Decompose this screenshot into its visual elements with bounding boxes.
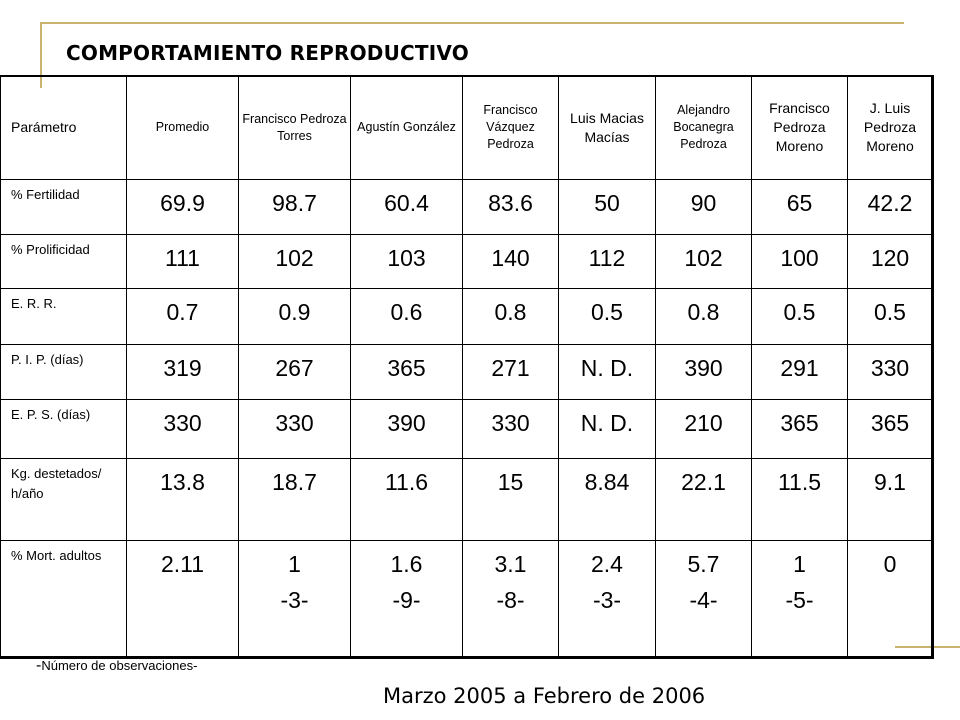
table-row xyxy=(1,180,933,235)
row-label-pip: P. I. P. (días) xyxy=(1,345,127,400)
row-label-prolificidad: % Prolificidad xyxy=(1,235,127,289)
table-cell: 210 xyxy=(656,400,752,459)
table-cell xyxy=(351,541,463,658)
table-cell: 65 xyxy=(752,180,848,235)
table-cell: N. D. xyxy=(559,345,656,400)
table-cell: 22.1 xyxy=(656,459,752,541)
table-cell xyxy=(559,541,656,658)
reproductive-behavior-table xyxy=(0,75,933,658)
table-cell: 140 xyxy=(463,235,559,289)
table-cell: 0.5 xyxy=(848,289,933,345)
cell-value: 2.11 xyxy=(160,551,205,577)
table-cell xyxy=(752,541,848,658)
table-cell: 330 xyxy=(239,400,351,459)
cell-value: 5.7 xyxy=(687,551,720,577)
table-cell: 0.5 xyxy=(752,289,848,345)
table-cell: 365 xyxy=(351,345,463,400)
table-row xyxy=(1,289,933,345)
table-cell: 120 xyxy=(848,235,933,289)
table-cell: 90 xyxy=(656,180,752,235)
table-cell: 0.7 xyxy=(127,289,239,345)
cell-observations: -4- xyxy=(689,586,718,613)
table-top-border xyxy=(0,75,934,77)
table-row xyxy=(1,345,933,400)
table-cell: 390 xyxy=(351,400,463,459)
decorative-top-line xyxy=(40,22,904,24)
table-cell: 330 xyxy=(463,400,559,459)
row-label-eps: E. P. S. (días) xyxy=(1,400,127,459)
footnote-text: Número de observaciones- xyxy=(41,658,198,673)
table-cell: 112 xyxy=(559,235,656,289)
table-cell: 98.7 xyxy=(239,180,351,235)
table-cell: 103 xyxy=(351,235,463,289)
table-cell: 0.5 xyxy=(559,289,656,345)
table-cell: 0.6 xyxy=(351,289,463,345)
cell-value: 1 xyxy=(288,551,301,577)
table-cell: N. D. xyxy=(559,400,656,459)
table-cell: 330 xyxy=(848,345,933,400)
table-cell: 100 xyxy=(752,235,848,289)
table-cell: 69.9 xyxy=(127,180,239,235)
cell-observations: -5- xyxy=(785,586,814,613)
row-label-fertilidad: % Fertilidad xyxy=(1,180,127,235)
table-cell: 271 xyxy=(463,345,559,400)
row-label-mort-adultos: % Mort. adultos xyxy=(1,541,127,658)
cell-value: 0 xyxy=(883,551,897,577)
cell-value: 2.4 xyxy=(591,551,623,577)
table-right-border xyxy=(931,75,934,658)
header-francisco-pedroza-torres: Francisco Pedroza Torres xyxy=(239,76,351,180)
cell-value: 3.1 xyxy=(494,551,527,577)
cell-observations: -9- xyxy=(392,586,421,613)
header-promedio: Promedio xyxy=(127,76,239,180)
header-francisco-pedroza-moreno: Francisco Pedroza Moreno xyxy=(752,76,848,180)
table-cell: 13.8 xyxy=(127,459,239,541)
table-row xyxy=(1,541,933,658)
table-row xyxy=(1,459,933,541)
cell-observations: -3- xyxy=(280,586,309,613)
table-row xyxy=(1,400,933,459)
cell-observations: -3- xyxy=(592,586,622,613)
table-cell: 42.2 xyxy=(848,180,933,235)
table-cell: 291 xyxy=(752,345,848,400)
footnote xyxy=(36,657,197,675)
table-cell: 365 xyxy=(752,400,848,459)
row-label-err: E. R. R. xyxy=(1,289,127,345)
table-cell xyxy=(656,541,752,658)
table-cell: 0.9 xyxy=(239,289,351,345)
table-cell xyxy=(127,541,239,658)
header-agustin-gonzalez: Agustín González xyxy=(351,76,463,180)
header-parametro: Parámetro xyxy=(1,76,127,180)
page-title: COMPORTAMIENTO REPRODUCTIVO xyxy=(66,41,469,65)
header-alejandro-bocanegra-pedroza: Alejandro Bocanegra Pedroza xyxy=(656,76,752,180)
header-luis-macias-macias: Luis Macias Macías xyxy=(559,76,656,180)
table-header-row xyxy=(1,76,933,180)
table-cell: 330 xyxy=(127,400,239,459)
cell-observations: -8- xyxy=(496,586,525,613)
table-cell: 11.5 xyxy=(752,459,848,541)
header-francisco-vazquez-pedroza: Francisco Vázquez Pedroza xyxy=(463,76,559,180)
table-cell: 319 xyxy=(127,345,239,400)
table-cell: 8.84 xyxy=(559,459,656,541)
period-label: Marzo 2005 a Febrero de 2006 xyxy=(383,684,706,708)
table-cell: 102 xyxy=(656,235,752,289)
cell-value: 1.6 xyxy=(390,551,423,577)
table-cell: 83.6 xyxy=(463,180,559,235)
table-cell: 50 xyxy=(559,180,656,235)
table-cell: 102 xyxy=(239,235,351,289)
footnote-dash: - xyxy=(36,657,42,674)
table-cell: 365 xyxy=(848,400,933,459)
header-j-luis-pedroza-moreno: J. Luis Pedroza Moreno xyxy=(848,76,933,180)
table-cell: 60.4 xyxy=(351,180,463,235)
cell-value: 1 xyxy=(793,551,806,577)
table-cell xyxy=(463,541,559,658)
table-row xyxy=(1,235,933,289)
table-cell xyxy=(848,541,933,658)
table-cell: 267 xyxy=(239,345,351,400)
table-cell: 18.7 xyxy=(239,459,351,541)
table-cell xyxy=(239,541,351,658)
table-cell: 9.1 xyxy=(848,459,933,541)
table-cell: 0.8 xyxy=(463,289,559,345)
row-label-kg-destetados: Kg. destetados/ h/año xyxy=(1,459,127,541)
table-cell: 390 xyxy=(656,345,752,400)
table-cell: 111 xyxy=(127,235,239,289)
table-cell: 0.8 xyxy=(656,289,752,345)
table-cell: 11.6 xyxy=(351,459,463,541)
table-cell: 15 xyxy=(463,459,559,541)
